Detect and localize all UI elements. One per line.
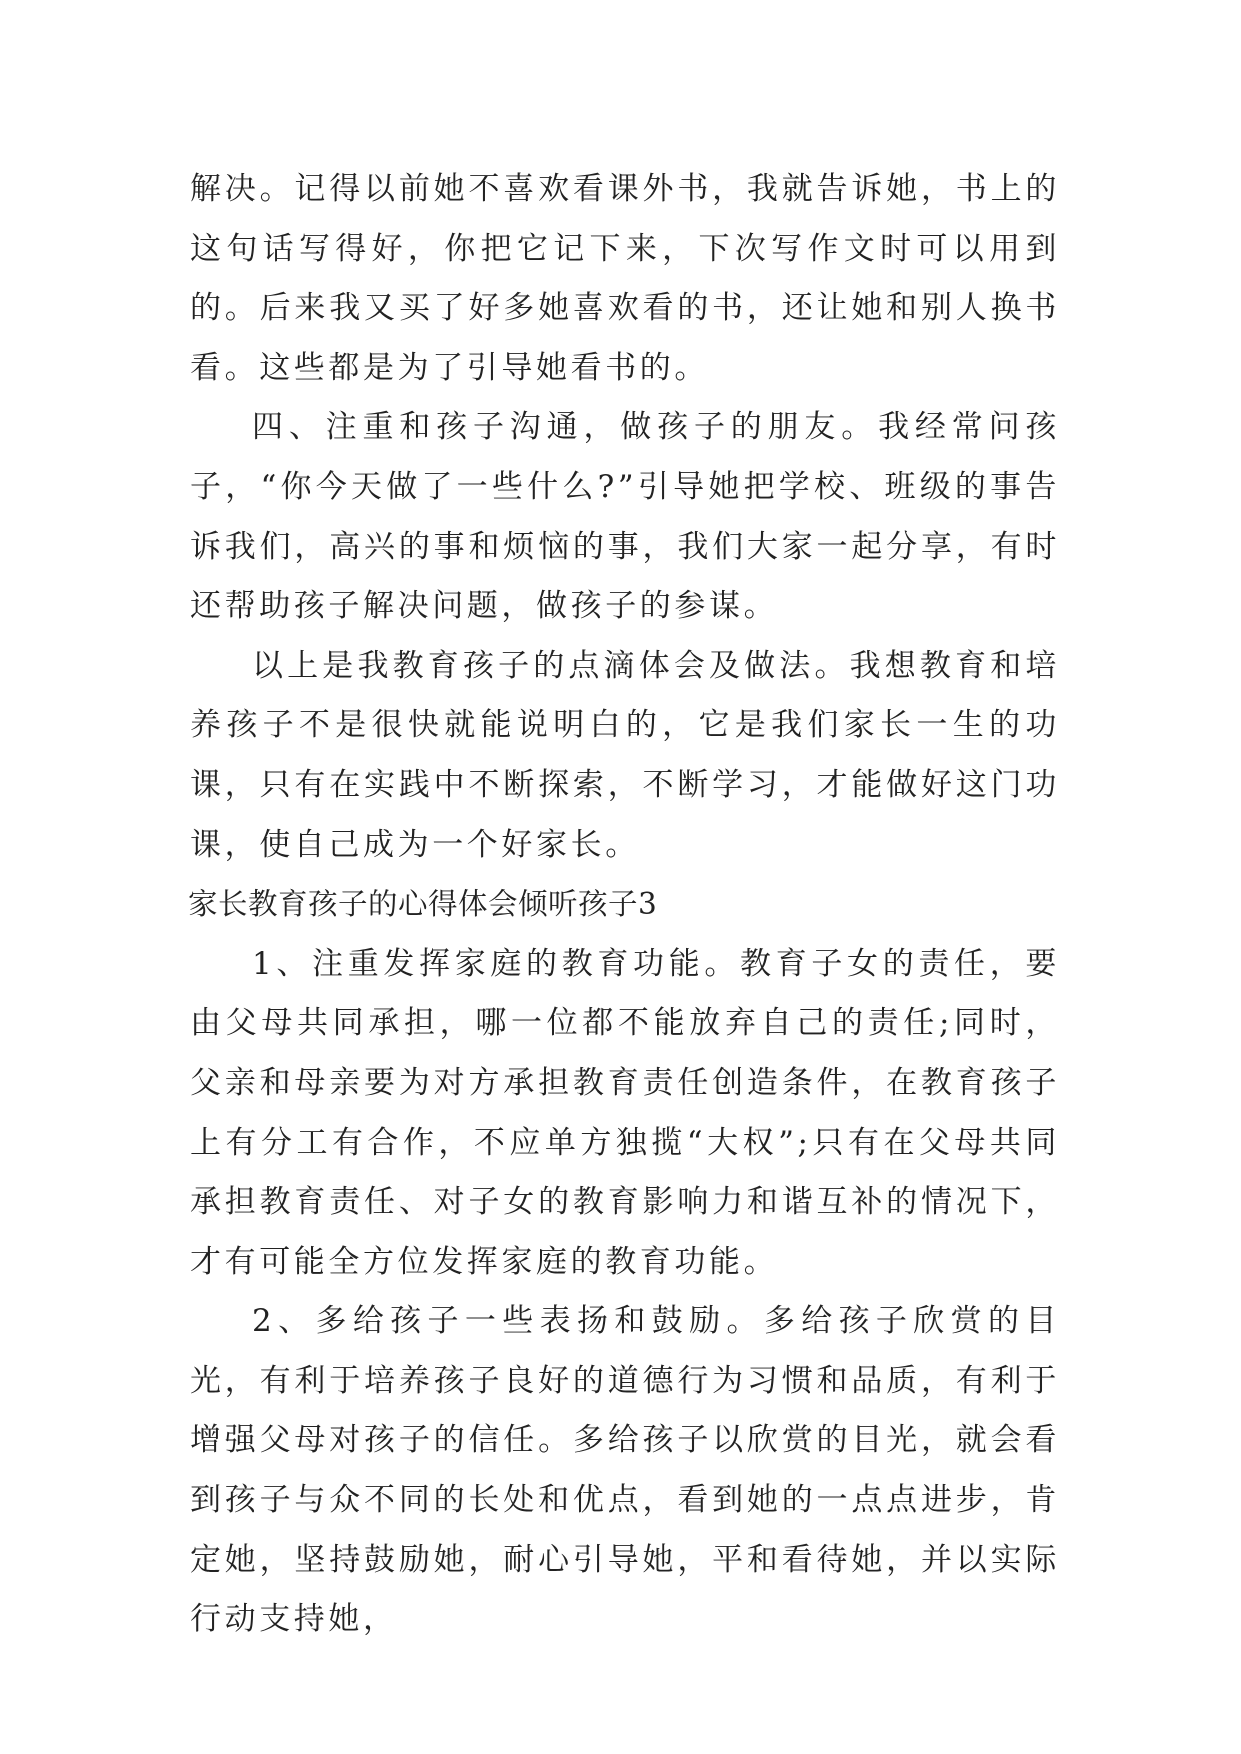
- section-heading: 家长教育孩子的心得体会倾听孩子3: [188, 887, 658, 922]
- paragraph-communication: 四、注重和孩子沟通，做孩子的朋友。我经常问孩子，“你今天做了一些什么?”引导她把学校、班级的事告诉我们，高兴的事和烦恼的事，我们大家一起分享，有时还帮助孩子解决问题，做孩子的参谋。: [190, 409, 1060, 625]
- paragraph-family-education: 1、注重发挥家庭的教育功能。教育子女的责任，要由父母共同承担，哪一位都不能放弃自己的责任;同时，父亲和母亲要为对方承担教育责任创造条件，在教育孩子上有分工有合作，不应单方独揽“大权”;只有在父母共同承担教育责任、对子女的教育影响力和谐互补的情况下，才有可能全方位发挥家庭的教育功能。: [190, 945, 1060, 1280]
- document-body: [190, 160, 1060, 1650]
- paragraph-continuation: 解决。记得以前她不喜欢看课外书，我就告诉她，书上的这句话写得好，你把它记下来，下次写作文时可以用到的。后来我又买了好多她喜欢看的书，还让她和别人换书看。这些都是为了引导她看书的。: [190, 171, 1060, 386]
- paragraph-conclusion: 以上是我教育孩子的点滴体会及做法。我想教育和培养孩子不是很快就能说明白的，它是我们家长一生的功课，只有在实践中不断探索，不断学习，才能做好这门功课，使自己成为一个好家长。: [190, 647, 1060, 863]
- paragraph-praise-encouragement: 2、多给孩子一些表扬和鼓励。多给孩子欣赏的目光，有利于培养孩子良好的道德行为习惯和品质，有利于增强父母对孩子的信任。多给孩子以欣赏的目光，就会看到孩子与众不同的长处和优点，看到她的一点点进步，肯定她，坚持鼓励她，耐心引导她，平和看待她，并以实际行动支持她，: [190, 1303, 1060, 1638]
